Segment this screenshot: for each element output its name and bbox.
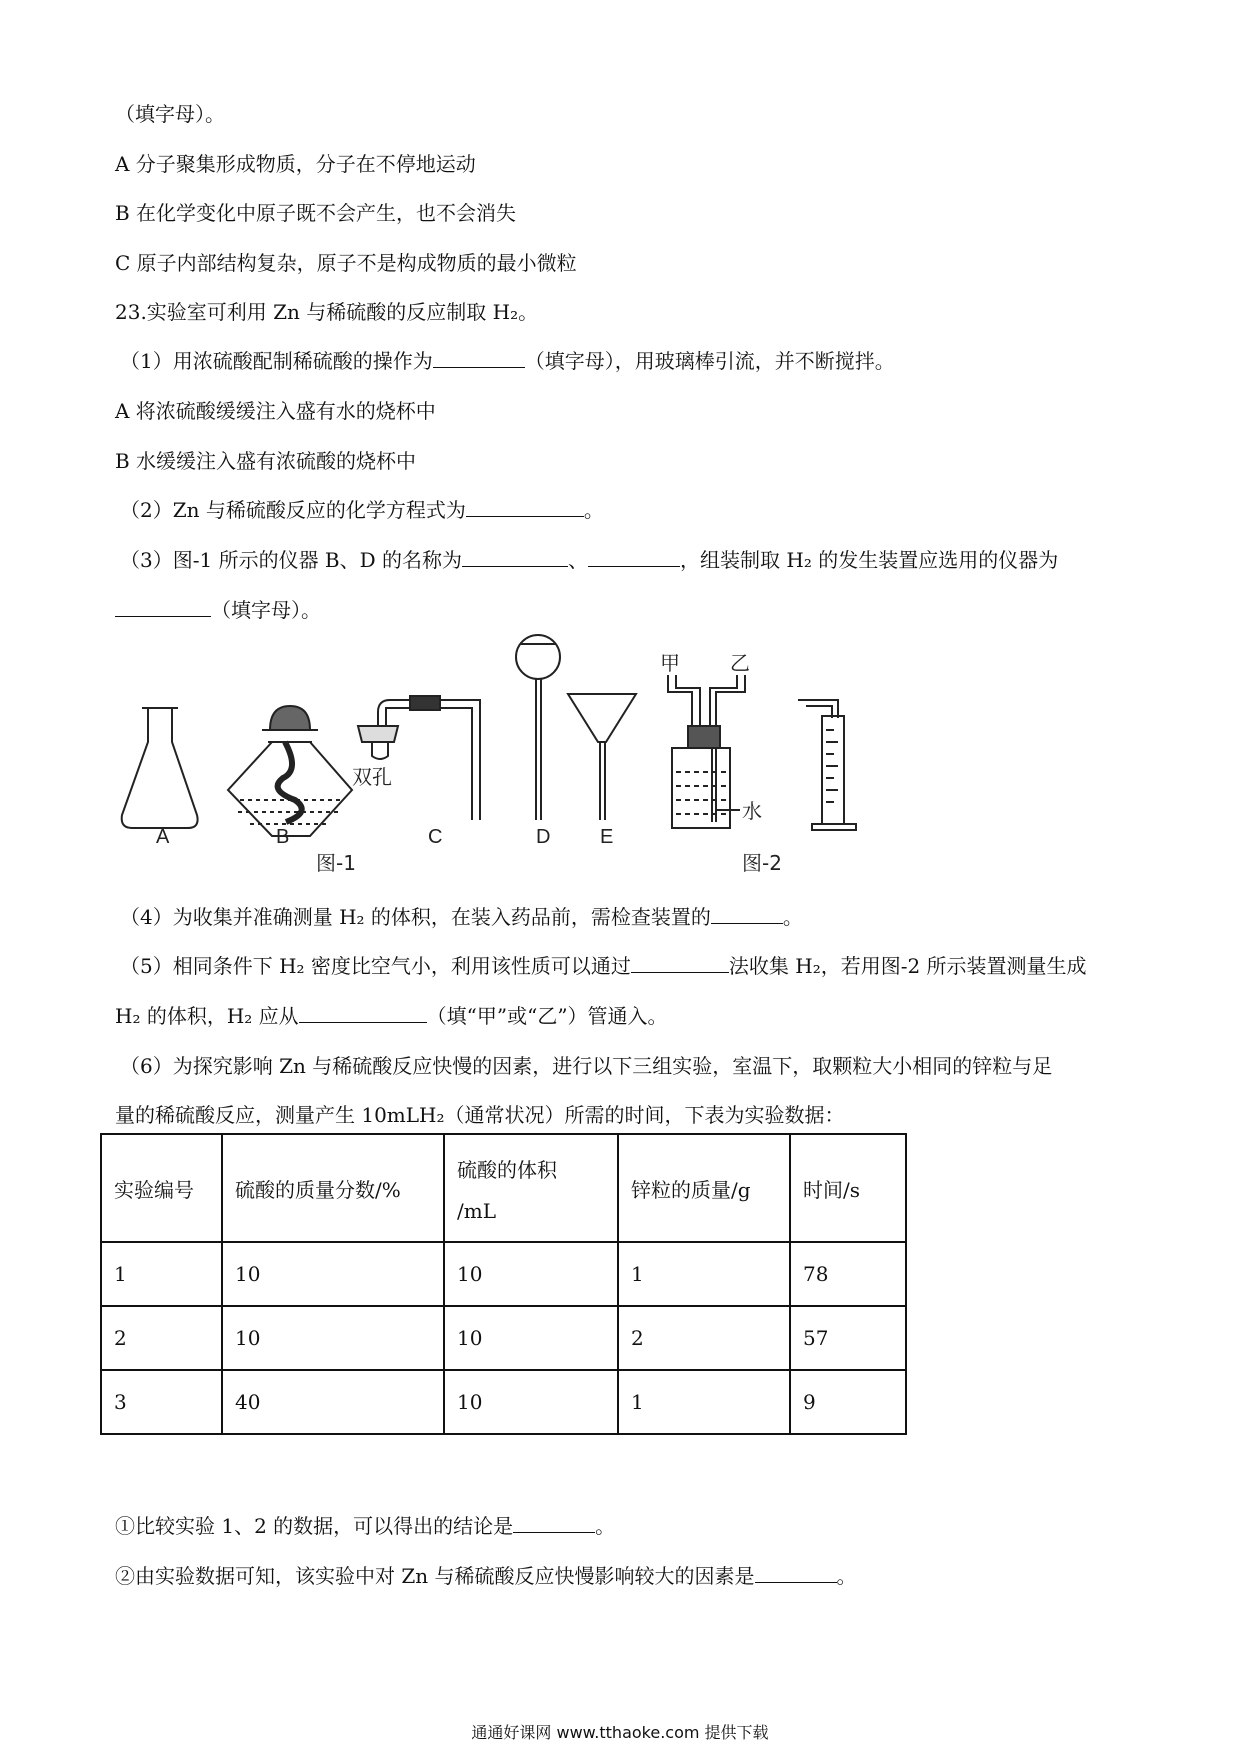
option-c: C 原子内部结构复杂，原子不是构成物质的最小微粒 xyxy=(115,251,577,275)
conical-flask-a xyxy=(122,708,198,828)
long-neck-funnel-d xyxy=(516,635,560,820)
table-cell: 10 xyxy=(444,1242,618,1306)
option-a: A 将浓硫酸缓缓注入盛有水的烧杯中 xyxy=(115,399,436,423)
table-cell: 40 xyxy=(222,1370,444,1434)
text: （填“甲”或“乙”）管通入。 xyxy=(426,1004,668,1028)
answer-blank[interactable] xyxy=(755,1562,837,1583)
figure-1-caption: 图-1 xyxy=(316,851,356,875)
label-b: B xyxy=(276,826,290,848)
text: ，组装制取 H₂ 的发生装置应选用的仪器为 xyxy=(680,548,1059,572)
text: （5）相同条件下 H₂ 密度比空气小，利用该性质可以通过 xyxy=(120,954,631,978)
text: （2）Zn 与稀硫酸反应的化学方程式为 xyxy=(120,498,466,522)
table-cell: 57 xyxy=(790,1306,906,1370)
table-header-row xyxy=(101,1134,906,1242)
sub-question-4 xyxy=(120,903,803,931)
table-row xyxy=(101,1370,906,1434)
funnel-e xyxy=(568,694,636,820)
text: 。 xyxy=(836,1564,857,1588)
conclusion-1 xyxy=(115,1512,615,1540)
text: ①比较实验 1、2 的数据，可以得出的结论是 xyxy=(115,1514,514,1538)
option-b: B 在化学变化中原子既不会产生，也不会消失 xyxy=(115,201,517,225)
text-line: （填字母）。 xyxy=(115,102,225,126)
text: （1）用浓硫酸配制稀硫酸的操作为 xyxy=(120,349,433,373)
table-cell: 9 xyxy=(790,1370,906,1434)
sub-question-6: （6）为探究影响 Zn 与稀硫酸反应快慢的因素，进行以下三组实验，室温下，取颗粒大小相同的锌粒与足 xyxy=(120,1054,1053,1078)
text: （填字母），用玻璃棒引流，并不断搅拌。 xyxy=(524,349,895,373)
table-cell: 1 xyxy=(618,1242,790,1306)
tube-jia-label: 甲 xyxy=(660,651,680,675)
table-cell: 10 xyxy=(444,1370,618,1434)
table-cell: 2 xyxy=(101,1306,222,1370)
option-b: B 水缓缓注入盛有浓硫酸的烧杯中 xyxy=(115,449,417,473)
text: （3）图-1 所示的仪器 B、D 的名称为 xyxy=(120,548,463,572)
graduated-cylinder xyxy=(798,700,856,830)
water-label: 水 xyxy=(742,799,762,823)
text: （4）为收集并准确测量 H₂ 的体积，在装入药品前，需检查装置的 xyxy=(120,905,711,929)
header-text: 硫酸的体积 xyxy=(457,1157,557,1182)
header-cell: 硫酸的质量分数/% xyxy=(222,1134,444,1242)
answer-blank[interactable] xyxy=(631,952,729,973)
header-unit: /mL xyxy=(457,1198,496,1223)
option-a: A 分子聚集形成物质，分子在不停地运动 xyxy=(115,152,476,176)
table-row xyxy=(101,1306,906,1370)
text: 、 xyxy=(568,548,589,572)
table-row xyxy=(101,1242,906,1306)
label-a: A xyxy=(156,826,170,848)
table-cell: 10 xyxy=(222,1306,444,1370)
text: 。 xyxy=(595,1514,616,1538)
text: （填字母）。 xyxy=(211,598,321,622)
sub-question-5-cont xyxy=(115,1002,668,1030)
gas-collection-bottle xyxy=(668,675,745,828)
stopper-tubes-c xyxy=(358,696,480,820)
table-cell: 10 xyxy=(444,1306,618,1370)
table-cell: 3 xyxy=(101,1370,222,1434)
label-d: D xyxy=(536,826,551,848)
header-cell xyxy=(444,1134,618,1242)
sub-question-5 xyxy=(120,952,1087,980)
figure-2-caption: 图-2 xyxy=(742,851,782,875)
table-cell: 10 xyxy=(222,1242,444,1306)
text: 。 xyxy=(583,498,604,522)
label-e: E xyxy=(600,826,614,848)
question-23-title: 23.实验室可利用 Zn 与稀硫酸的反应制取 H₂。 xyxy=(115,300,539,324)
sub-question-6-cont: 量的稀硫酸反应，测量产生 10mLH₂（通常状况）所需的时间，下表为实验数据： xyxy=(115,1103,845,1127)
answer-blank[interactable] xyxy=(299,1002,427,1023)
text: 。 xyxy=(782,905,803,929)
table-cell: 1 xyxy=(101,1242,222,1306)
stopper-note: 双孔 xyxy=(352,765,392,789)
text: ②由实验数据可知，该实验中对 Zn 与稀硫酸反应快慢影响较大的因素是 xyxy=(115,1564,755,1588)
label-c: C xyxy=(428,826,443,848)
gas-generator-b xyxy=(228,706,352,836)
text: 法收集 H₂，若用图-2 所示装置测量生成 xyxy=(728,954,1087,978)
table-cell: 2 xyxy=(618,1306,790,1370)
header-cell: 时间/s xyxy=(790,1134,906,1242)
header-cell: 实验编号 xyxy=(101,1134,222,1242)
answer-blank[interactable] xyxy=(711,903,783,924)
table-cell: 78 xyxy=(790,1242,906,1306)
table-cell: 1 xyxy=(618,1370,790,1434)
page-footer: 通通好课网 www.tthaoke.com 提供下载 xyxy=(471,1723,769,1742)
answer-blank[interactable] xyxy=(513,1512,595,1533)
text: H₂ 的体积，H₂ 应从 xyxy=(115,1004,299,1028)
tube-yi-label: 乙 xyxy=(730,651,750,675)
conclusion-2 xyxy=(115,1562,857,1590)
experiment-data-table xyxy=(100,1133,907,1435)
header-cell: 锌粒的质量/g xyxy=(618,1134,790,1242)
